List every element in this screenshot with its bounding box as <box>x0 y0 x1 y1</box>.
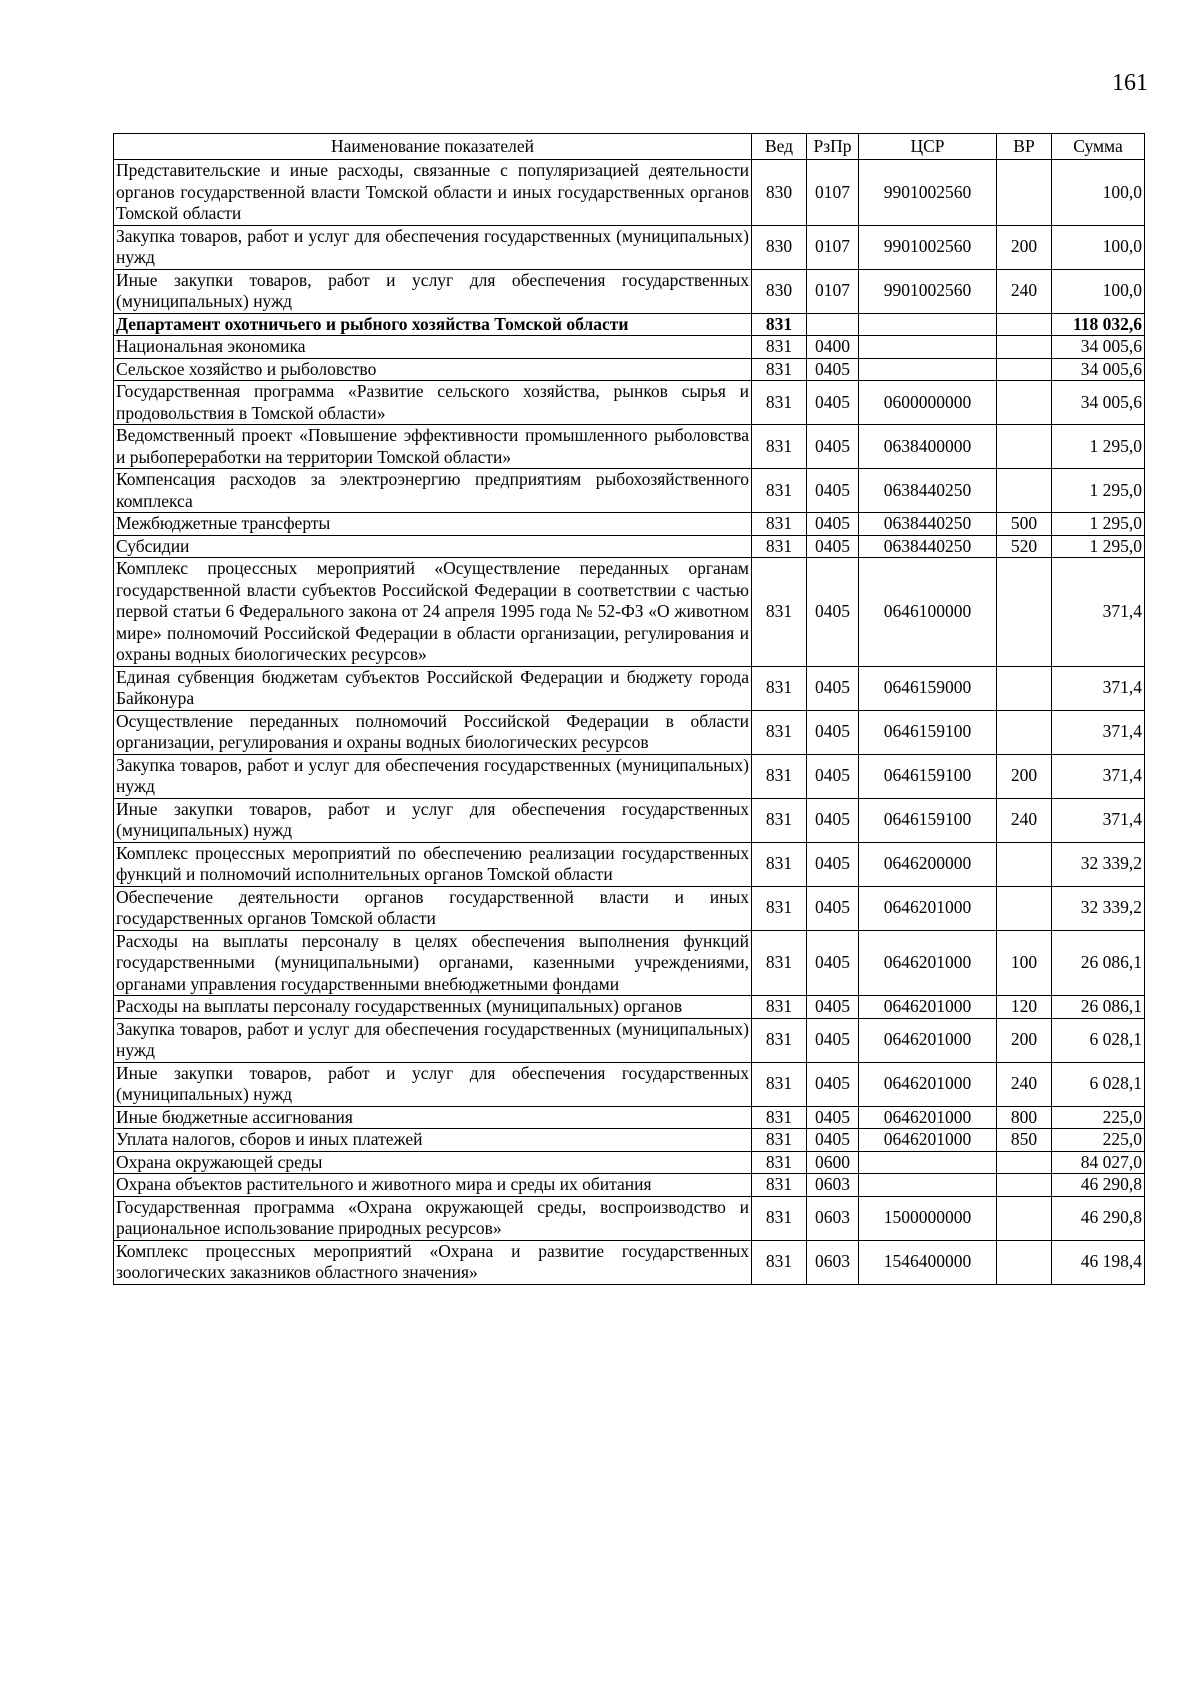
cell-csr: 0646201000 <box>859 1062 997 1106</box>
table-row <box>114 558 1145 667</box>
cell-vr <box>997 381 1052 425</box>
cell-rzpr: 0603 <box>807 1174 859 1197</box>
cell-rzpr: 0405 <box>807 358 859 381</box>
cell-name: Департамент охотничьего и рыбного хозяйства Томской области <box>114 313 752 336</box>
cell-csr: 1500000000 <box>859 1196 997 1240</box>
cell-vr <box>997 1151 1052 1174</box>
cell-csr: 0646201000 <box>859 1129 997 1152</box>
cell-ved: 831 <box>752 886 807 930</box>
cell-vr <box>997 710 1052 754</box>
cell-ved: 831 <box>752 1174 807 1197</box>
header-name: Наименование показателей <box>114 134 752 160</box>
cell-rzpr: 0405 <box>807 996 859 1019</box>
cell-vr: 800 <box>997 1106 1052 1129</box>
table-row <box>114 1129 1145 1152</box>
table-header-row <box>114 134 1145 160</box>
cell-sum: 100,0 <box>1052 269 1145 313</box>
cell-name: Обеспечение деятельности органов государственной власти и иных государственных органов Томской области <box>114 886 752 930</box>
table-row <box>114 996 1145 1019</box>
cell-rzpr <box>807 313 859 336</box>
budget-table <box>113 133 1145 1285</box>
table-row <box>114 313 1145 336</box>
cell-csr: 0646159100 <box>859 754 997 798</box>
cell-name: Иные закупки товаров, работ и услуг для обеспечения государственных (муниципальных) нужд <box>114 798 752 842</box>
cell-rzpr: 0405 <box>807 1018 859 1062</box>
cell-vr: 850 <box>997 1129 1052 1152</box>
table-row <box>114 1018 1145 1062</box>
cell-csr <box>859 1151 997 1174</box>
cell-rzpr: 0107 <box>807 269 859 313</box>
cell-csr <box>859 358 997 381</box>
cell-csr: 0638440250 <box>859 535 997 558</box>
page-number: 161 <box>1112 70 1148 96</box>
cell-ved: 831 <box>752 1106 807 1129</box>
cell-sum: 371,4 <box>1052 558 1145 667</box>
header-ved: Вед <box>752 134 807 160</box>
cell-sum: 46 290,8 <box>1052 1196 1145 1240</box>
cell-ved: 830 <box>752 225 807 269</box>
cell-vr <box>997 842 1052 886</box>
cell-name: Межбюджетные трансферты <box>114 513 752 536</box>
cell-csr: 0646159100 <box>859 798 997 842</box>
cell-ved: 830 <box>752 160 807 226</box>
cell-rzpr: 0405 <box>807 469 859 513</box>
table-row <box>114 1151 1145 1174</box>
table-row <box>114 535 1145 558</box>
cell-vr <box>997 469 1052 513</box>
cell-sum: 6 028,1 <box>1052 1062 1145 1106</box>
cell-rzpr: 0405 <box>807 1106 859 1129</box>
cell-vr <box>997 358 1052 381</box>
cell-name: Уплата налогов, сборов и иных платежей <box>114 1129 752 1152</box>
cell-name: Охрана окружающей среды <box>114 1151 752 1174</box>
cell-ved: 831 <box>752 1129 807 1152</box>
cell-ved: 831 <box>752 798 807 842</box>
cell-sum: 34 005,6 <box>1052 358 1145 381</box>
cell-sum: 6 028,1 <box>1052 1018 1145 1062</box>
table-row <box>114 160 1145 226</box>
cell-csr <box>859 336 997 359</box>
cell-vr: 100 <box>997 930 1052 996</box>
cell-rzpr: 0405 <box>807 666 859 710</box>
cell-sum: 371,4 <box>1052 754 1145 798</box>
cell-ved: 831 <box>752 336 807 359</box>
cell-rzpr: 0405 <box>807 798 859 842</box>
cell-name: Представительские и иные расходы, связанные с популяризацией деятельности органов государственной власти Томской области и иных государственных органов Томской области <box>114 160 752 226</box>
table-row <box>114 798 1145 842</box>
table-row <box>114 269 1145 313</box>
cell-sum: 371,4 <box>1052 798 1145 842</box>
cell-rzpr: 0107 <box>807 160 859 226</box>
cell-sum: 34 005,6 <box>1052 336 1145 359</box>
cell-name: Комплекс процессных мероприятий по обеспечению реализации государственных функций и полномочий исполнительных органов Томской области <box>114 842 752 886</box>
cell-name: Иные закупки товаров, работ и услуг для обеспечения государственных (муниципальных) нужд <box>114 269 752 313</box>
cell-sum: 371,4 <box>1052 666 1145 710</box>
cell-csr: 0638400000 <box>859 425 997 469</box>
cell-name: Закупка товаров, работ и услуг для обеспечения государственных (муниципальных) нужд <box>114 1018 752 1062</box>
cell-ved: 831 <box>752 1062 807 1106</box>
cell-rzpr: 0600 <box>807 1151 859 1174</box>
cell-ved: 831 <box>752 425 807 469</box>
cell-name: Единая субвенция бюджетам субъектов Российской Федерации и бюджету города Байконура <box>114 666 752 710</box>
cell-csr: 9901002560 <box>859 160 997 226</box>
header-csr: ЦСР <box>859 134 997 160</box>
cell-vr: 200 <box>997 225 1052 269</box>
cell-ved: 831 <box>752 513 807 536</box>
cell-ved: 831 <box>752 996 807 1019</box>
cell-rzpr: 0603 <box>807 1240 859 1284</box>
cell-vr: 520 <box>997 535 1052 558</box>
cell-rzpr: 0405 <box>807 1062 859 1106</box>
table-row <box>114 1196 1145 1240</box>
cell-vr: 240 <box>997 798 1052 842</box>
cell-vr <box>997 886 1052 930</box>
header-vr: ВР <box>997 134 1052 160</box>
cell-rzpr: 0405 <box>807 425 859 469</box>
table-row <box>114 469 1145 513</box>
cell-rzpr: 0405 <box>807 558 859 667</box>
cell-ved: 831 <box>752 1240 807 1284</box>
cell-sum: 32 339,2 <box>1052 842 1145 886</box>
cell-name: Охрана объектов растительного и животного мира и среды их обитания <box>114 1174 752 1197</box>
cell-rzpr: 0107 <box>807 225 859 269</box>
cell-ved: 831 <box>752 710 807 754</box>
table-row <box>114 930 1145 996</box>
cell-csr: 9901002560 <box>859 269 997 313</box>
table-row <box>114 842 1145 886</box>
table-row <box>114 1062 1145 1106</box>
cell-name: Комплекс процессных мероприятий «Охрана и развитие государственных зоологических заказников областного значения» <box>114 1240 752 1284</box>
table-row <box>114 425 1145 469</box>
cell-name: Иные бюджетные ассигнования <box>114 1106 752 1129</box>
cell-vr: 240 <box>997 1062 1052 1106</box>
cell-sum: 100,0 <box>1052 225 1145 269</box>
cell-name: Национальная экономика <box>114 336 752 359</box>
cell-rzpr: 0603 <box>807 1196 859 1240</box>
cell-rzpr: 0405 <box>807 842 859 886</box>
cell-ved: 831 <box>752 1018 807 1062</box>
cell-sum: 46 198,4 <box>1052 1240 1145 1284</box>
cell-rzpr: 0405 <box>807 513 859 536</box>
cell-csr: 0646201000 <box>859 1106 997 1129</box>
cell-ved: 831 <box>752 1196 807 1240</box>
cell-rzpr: 0405 <box>807 535 859 558</box>
cell-vr <box>997 425 1052 469</box>
cell-name: Иные закупки товаров, работ и услуг для обеспечения государственных (муниципальных) нужд <box>114 1062 752 1106</box>
cell-ved: 831 <box>752 842 807 886</box>
table-row <box>114 666 1145 710</box>
table-row <box>114 754 1145 798</box>
cell-csr <box>859 1174 997 1197</box>
cell-rzpr: 0405 <box>807 710 859 754</box>
cell-ved: 831 <box>752 930 807 996</box>
cell-csr: 0638440250 <box>859 469 997 513</box>
cell-sum: 1 295,0 <box>1052 469 1145 513</box>
cell-csr: 9901002560 <box>859 225 997 269</box>
cell-csr: 0646201000 <box>859 886 997 930</box>
cell-name: Комплекс процессных мероприятий «Осуществление переданных органам государственной власти субъектов Российской Федерации в соответствии с частью первой статьи 6 Федерального закона от 24 апреля 1995 года № 52-ФЗ «О животном мире» полномочий Российской Федерации в области организации, регулирования и охраны водных биологических ресурсов» <box>114 558 752 667</box>
cell-csr: 0646201000 <box>859 930 997 996</box>
cell-vr: 200 <box>997 1018 1052 1062</box>
cell-sum: 46 290,8 <box>1052 1174 1145 1197</box>
cell-sum: 118 032,6 <box>1052 313 1145 336</box>
table-row <box>114 1240 1145 1284</box>
cell-csr: 0600000000 <box>859 381 997 425</box>
cell-vr <box>997 336 1052 359</box>
cell-ved: 831 <box>752 469 807 513</box>
cell-rzpr: 0405 <box>807 930 859 996</box>
cell-vr: 200 <box>997 754 1052 798</box>
cell-vr <box>997 1196 1052 1240</box>
cell-name: Расходы на выплаты персоналу в целях обеспечения выполнения функций государственными (муниципальными) органами, казенными учреждениями, органами управления государственными внебюджетными фондами <box>114 930 752 996</box>
cell-sum: 26 086,1 <box>1052 996 1145 1019</box>
cell-ved: 831 <box>752 1151 807 1174</box>
cell-sum: 1 295,0 <box>1052 535 1145 558</box>
cell-sum: 100,0 <box>1052 160 1145 226</box>
cell-vr <box>997 558 1052 667</box>
cell-vr <box>997 666 1052 710</box>
cell-name: Государственная программа «Охрана окружающей среды, воспроизводство и рациональное использование природных ресурсов» <box>114 1196 752 1240</box>
cell-sum: 225,0 <box>1052 1106 1145 1129</box>
table-row <box>114 225 1145 269</box>
cell-ved: 831 <box>752 666 807 710</box>
cell-csr: 0646200000 <box>859 842 997 886</box>
cell-ved: 831 <box>752 535 807 558</box>
cell-sum: 371,4 <box>1052 710 1145 754</box>
table-row <box>114 886 1145 930</box>
cell-name: Ведомственный проект «Повышение эффективности промышленного рыболовства и рыбопереработки на территории Томской области» <box>114 425 752 469</box>
cell-ved: 831 <box>752 313 807 336</box>
cell-ved: 831 <box>752 358 807 381</box>
cell-csr: 0646201000 <box>859 1018 997 1062</box>
cell-rzpr: 0405 <box>807 754 859 798</box>
table-row <box>114 336 1145 359</box>
cell-name: Закупка товаров, работ и услуг для обеспечения государственных (муниципальных) нужд <box>114 225 752 269</box>
cell-csr: 0646100000 <box>859 558 997 667</box>
cell-vr <box>997 313 1052 336</box>
table-row <box>114 1174 1145 1197</box>
cell-vr <box>997 1174 1052 1197</box>
cell-name: Осуществление переданных полномочий Российской Федерации в области организации, регулирования и охраны водных биологических ресурсов <box>114 710 752 754</box>
cell-name: Государственная программа «Развитие сельского хозяйства, рынков сырья и продовольствия в Томской области» <box>114 381 752 425</box>
cell-sum: 225,0 <box>1052 1129 1145 1152</box>
cell-vr <box>997 1240 1052 1284</box>
table-row <box>114 1106 1145 1129</box>
cell-name: Компенсация расходов за электроэнергию предприятиям рыбохозяйственного комплекса <box>114 469 752 513</box>
cell-rzpr: 0400 <box>807 336 859 359</box>
cell-vr: 500 <box>997 513 1052 536</box>
cell-sum: 32 339,2 <box>1052 886 1145 930</box>
table-row <box>114 358 1145 381</box>
cell-csr <box>859 313 997 336</box>
cell-csr: 1546400000 <box>859 1240 997 1284</box>
cell-rzpr: 0405 <box>807 886 859 930</box>
cell-vr: 120 <box>997 996 1052 1019</box>
cell-vr: 240 <box>997 269 1052 313</box>
table-body <box>114 160 1145 1285</box>
cell-name: Закупка товаров, работ и услуг для обеспечения государственных (муниципальных) нужд <box>114 754 752 798</box>
cell-name: Расходы на выплаты персоналу государственных (муниципальных) органов <box>114 996 752 1019</box>
cell-csr: 0646201000 <box>859 996 997 1019</box>
cell-sum: 1 295,0 <box>1052 513 1145 536</box>
cell-sum: 1 295,0 <box>1052 425 1145 469</box>
cell-csr: 0646159000 <box>859 666 997 710</box>
cell-rzpr: 0405 <box>807 381 859 425</box>
cell-csr: 0646159100 <box>859 710 997 754</box>
cell-ved: 831 <box>752 558 807 667</box>
table-row <box>114 513 1145 536</box>
table-row <box>114 381 1145 425</box>
table-row <box>114 710 1145 754</box>
header-sum: Сумма <box>1052 134 1145 160</box>
cell-ved: 831 <box>752 754 807 798</box>
cell-ved: 830 <box>752 269 807 313</box>
cell-name: Сельское хозяйство и рыболовство <box>114 358 752 381</box>
cell-sum: 26 086,1 <box>1052 930 1145 996</box>
cell-ved: 831 <box>752 381 807 425</box>
cell-name: Субсидии <box>114 535 752 558</box>
cell-sum: 34 005,6 <box>1052 381 1145 425</box>
cell-rzpr: 0405 <box>807 1129 859 1152</box>
cell-sum: 84 027,0 <box>1052 1151 1145 1174</box>
header-rzpr: РзПр <box>807 134 859 160</box>
cell-csr: 0638440250 <box>859 513 997 536</box>
cell-vr <box>997 160 1052 226</box>
